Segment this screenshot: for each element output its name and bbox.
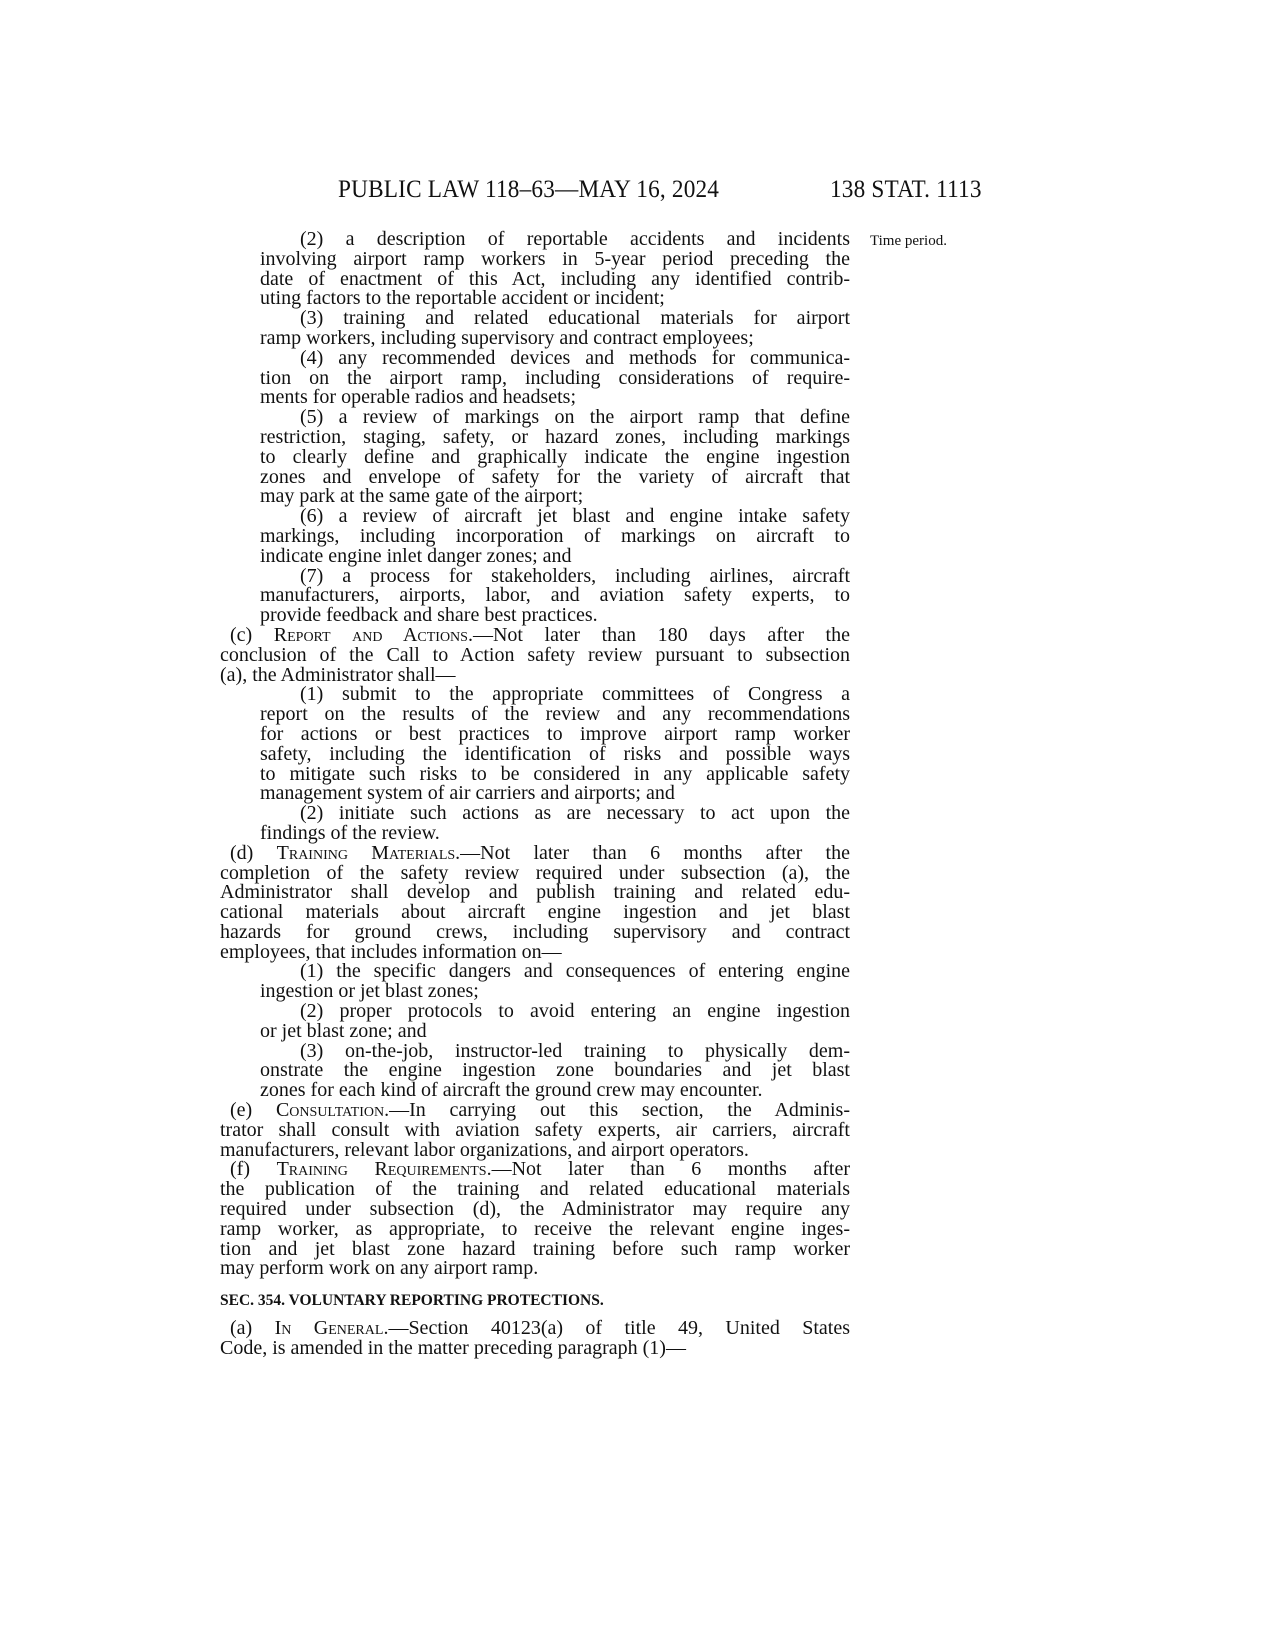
line: tion and jet blast zone hazard training before such ramp worker [220,1237,850,1260]
line: (2) a description of reportable accidents and incidents [300,228,850,250]
line: hazards for ground crews, including supervisory and contract [220,920,850,943]
line: (1) the specific dangers and consequences of entering engine [300,960,850,983]
line: restriction, staging, safety, or hazard zones, including markings [260,425,850,448]
line: tion on the airport ramp, including considerations of require- [260,366,850,389]
line: indicate engine inlet danger zones; and [260,544,572,567]
paragraph [220,962,850,1002]
subsection [220,1160,850,1279]
line: zones for each kind of aircraft the ground crew may encounter. [260,1079,763,1102]
line: may perform work on any airport ramp. [220,1257,539,1280]
line: onstrate the engine ingestion zone boundaries and jet blast [260,1059,850,1082]
line: (3) on-the-job, instructor-led training to physically dem- [300,1039,850,1062]
line: to clearly define and graphically indicate the engine ingestion [260,445,850,468]
paragraph-number: (f) [230,1158,277,1181]
line: (2) proper protocols to avoid entering an engine ingestion [300,1000,850,1023]
subsection-heading: Training Requirements [276,1158,487,1181]
line: (2) initiate such actions as are necessary to act upon the [300,802,850,825]
line: uting factors to the reportable accident or incident; [260,287,665,310]
line: manufacturers, relevant labor organizations, and airport operators. [220,1138,749,1161]
paragraph [220,346,850,409]
line [230,1101,850,1121]
line: (6) a review of aircraft jet blast and engine intake safety [300,505,850,528]
line: employees, that includes information on— [220,940,562,963]
paragraph [220,309,850,349]
line: ramp worker, as appropriate, to receive the relevant engine inges- [220,1217,850,1240]
line: may park at the same gate of the airport; [260,485,584,508]
line: management system of air carriers and airports; and [260,782,675,805]
line-text: .—Section 40123(a) of title 49, United States [383,1317,850,1340]
line-text: .—Not later than 180 days after the [467,623,850,646]
paragraph [220,685,850,804]
line: (5) a review of markings on the airport ramp that define [300,406,850,429]
document-body [220,230,850,1359]
line [230,623,850,646]
line: involving airport ramp workers in 5-year period preceding the [260,247,850,270]
line: or jet blast zone; and [260,1019,427,1042]
line-text: .—Not later than 6 months after the [455,841,850,864]
line: date of enactment of this Act, including any identified contrib- [260,267,850,290]
subsection-heading: In General [274,1317,384,1340]
line: (3) training and related educational materials for airport [300,307,850,330]
line: manufacturers, airports, labor, and aviation safety experts, to [260,584,850,607]
paragraph [220,804,850,844]
line: required under subsection (d), the Administrator may require any [220,1198,850,1221]
line: (1) submit to the appropriate committees of Congress a [300,683,850,706]
line: provide feedback and share best practices. [260,604,598,627]
line: trator shall consult with aviation safety experts, air carriers, aircraft [220,1118,850,1141]
line: completion of the safety review required under subsection (a), the [220,861,850,884]
subsection-heading: Training Materials [276,841,456,864]
subsection [220,841,850,963]
line: (4) any recommended devices and methods for communica- [300,346,850,369]
paragraph-number: (e) [230,1099,276,1122]
line: ramp workers, including supervisory and contract employees; [260,326,754,349]
paragraph [220,507,850,566]
paragraph [220,230,850,309]
line: Administrator shall develop and publish training and related edu- [220,881,850,904]
line: report on the results of the review and any recommendations [260,703,850,726]
line: ments for operable radios and headsets; [260,386,577,409]
paragraph-number: (a) [230,1317,275,1340]
section-heading: SEC. 354. VOLUNTARY REPORTING PROTECTIONS. [220,1292,604,1310]
line: findings of the review. [260,821,440,844]
subsection [220,1319,850,1359]
line: markings, including incorporation of markings on aircraft to [260,524,850,547]
paragraph-number: (c) [230,623,274,646]
line-text: .—In carrying out this section, the Adminis- [384,1099,850,1122]
section-353-continuation [220,230,850,1279]
section-354-body [220,1319,850,1359]
subsection [220,623,850,686]
subsection-heading: Report and Actions [273,623,468,646]
line: Code, is amended in the matter preceding paragraph (1)— [220,1336,686,1359]
line: to mitigate such risks to be considered in any applicable safety [260,762,850,785]
line: safety, including the identification of risks and possible ways [260,742,850,765]
paragraph [220,408,850,507]
line: cational materials about aircraft engine ingestion and jet blast [220,901,850,924]
line: (a), the Administrator shall— [220,663,456,686]
line: for actions or best practices to improve airport ramp worker [260,722,850,745]
page-number: 138 STAT. 1113 [830,176,982,203]
paragraph-number: (d) [230,841,277,864]
line: the publication of the training and related educational materials [220,1178,850,1201]
line: ingestion or jet blast zones; [260,980,479,1003]
paragraph [220,1039,850,1102]
subsection-heading: Consultation [275,1099,385,1122]
margin-note: Time period. [870,233,947,249]
paragraph [220,1002,850,1042]
line [230,841,850,864]
running-header-title: PUBLIC LAW 118–63—MAY 16, 2024 [338,176,720,203]
line: conclusion of the Call to Action safety review pursuant to subsection [220,643,850,666]
subsection [220,1101,850,1160]
line: zones and envelope of safety for the variety of aircraft that [260,465,850,488]
paragraph [220,564,850,627]
line: (7) a process for stakeholders, including airlines, aircraft [300,564,850,587]
line-text: .—Not later than 6 months after [486,1158,850,1181]
line [230,1319,850,1339]
